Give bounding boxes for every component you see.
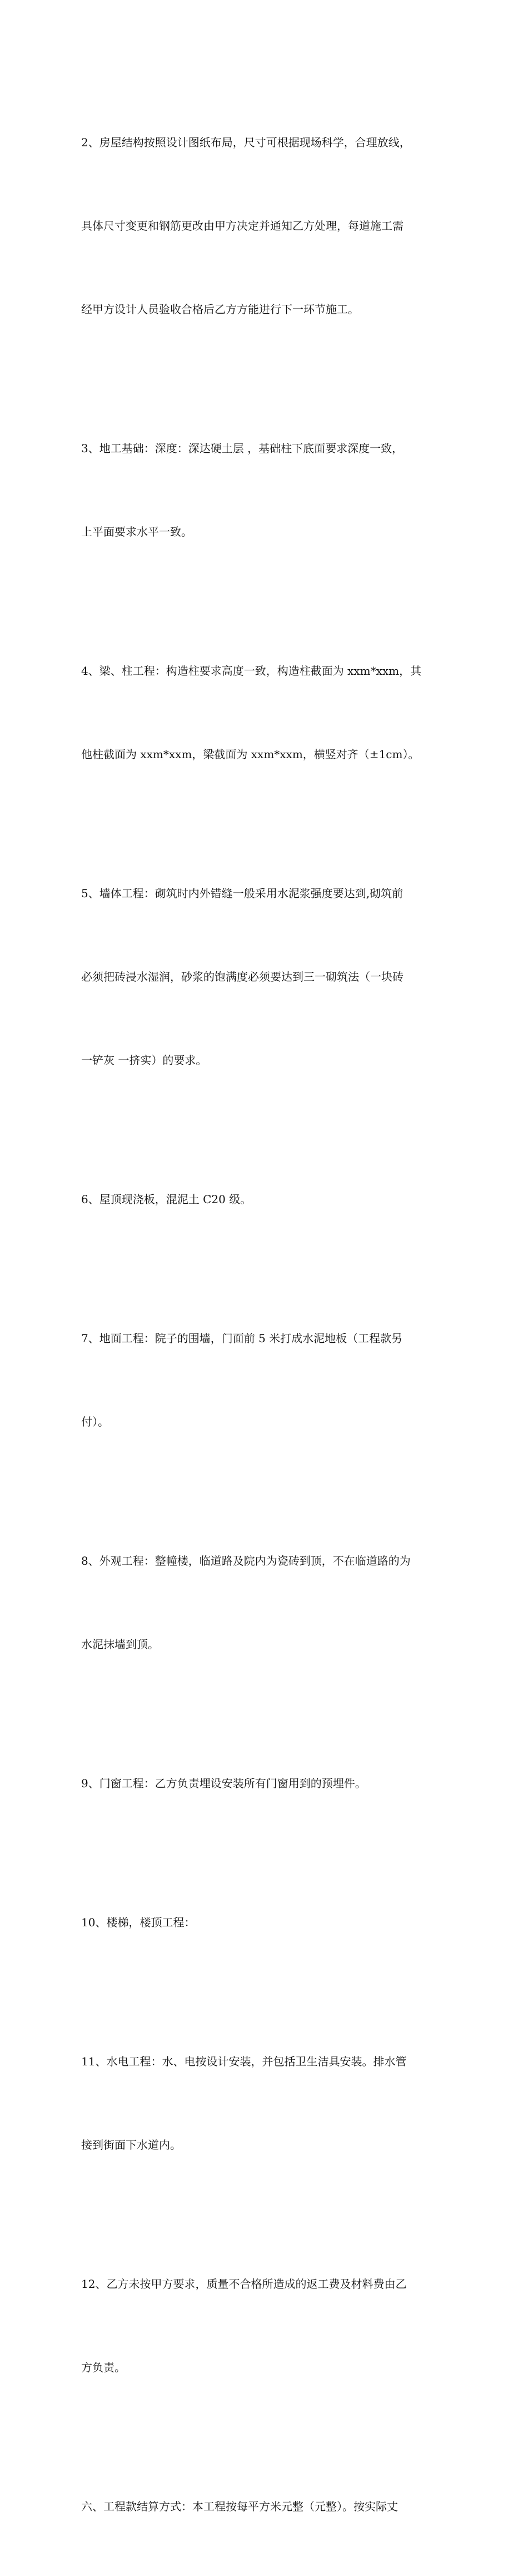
paragraph-4-beams-columns [81, 601, 450, 824]
paragraph-7-ground-works [81, 1269, 450, 1491]
paragraph-9-doors-windows [81, 1714, 450, 1853]
paragraph-5-walls [81, 824, 450, 1130]
text-line: 6、屋顶现浇板，混泥土 C20 级。 [81, 1193, 252, 1206]
text-line: 六、工程款结算方式：本工程按每平方米元整（元整）。按实际丈 [81, 2500, 398, 2513]
text-line: 水泥抹墙到顶。 [81, 1638, 159, 1651]
section-6-payment-settlement [81, 2437, 450, 2576]
text-line: 一铲灰 一挤实）的要求。 [81, 1054, 207, 1067]
paragraph-10-stairs-roof [81, 1853, 450, 1992]
text-line: 11、水电工程：水、电按设计安装，并包括卫生洁具安装。排水管 [81, 2055, 407, 2068]
text-line: 5、墙体工程：砌筑时内外错缝一般采用水泥浆强度要达到,砌筑前 [81, 887, 404, 900]
text-line: 方负责。 [81, 2361, 126, 2374]
text-line: 经甲方设计人员验收合格后乙方方能进行下一环节施工。 [81, 303, 359, 316]
text-line: 必须把砖浸水湿润，砂浆的饱满度必须要达到三一砌筑法（一块砖 [81, 970, 404, 983]
paragraph-3-foundation [81, 379, 450, 601]
text-line: 3、地工基础：深度：深达硬土层 ，基础柱下底面要求深度一致， [81, 442, 404, 455]
text-line: 10、楼梯，楼顶工程： [81, 1916, 196, 1929]
paragraph-12-rework-liability [81, 2214, 450, 2437]
text-line: 接到街面下水道内。 [81, 2138, 181, 2152]
paragraph-11-plumbing-electric [81, 1992, 450, 2214]
text-line: 12、乙方未按甲方要求，质量不合格所造成的返工费及材料费由乙 [81, 2277, 407, 2291]
text-line: 8、外观工程：整幢楼，临道路及院内为瓷砖到顶，不在临道路的为 [81, 1554, 411, 1568]
text-line: 上平面要求水平一致。 [81, 525, 192, 538]
text-line: 4、梁、柱工程：构造柱要求高度一致，构造柱截面为 xxm*xxm，其 [81, 664, 422, 678]
document-body [81, 73, 450, 2576]
text-line: 他柱截面为 xxm*xxm，梁截面为 xxm*xxm，横竖对齐（±1cm）。 [81, 748, 420, 761]
text-line: 2、房屋结构按照设计图纸布局，尺寸可根据现场科学，合理放线， [81, 136, 411, 149]
paragraph-6-roof-slab [81, 1130, 450, 1269]
text-line: 具体尺寸变更和钢筋更改由甲方决定并通知乙方处理，每道施工需 [81, 219, 404, 233]
paragraph-8-exterior [81, 1491, 450, 1714]
text-line: 9、门窗工程：乙方负责埋设安装所有门窗用到的预埋件。 [81, 1777, 366, 1790]
paragraph-2-house-structure [81, 73, 450, 379]
text-line: 付）。 [81, 1415, 109, 1428]
text-line: 7、地面工程：院子的围墙，门面前 5 米打成水泥地板（工程款另 [81, 1332, 403, 1345]
